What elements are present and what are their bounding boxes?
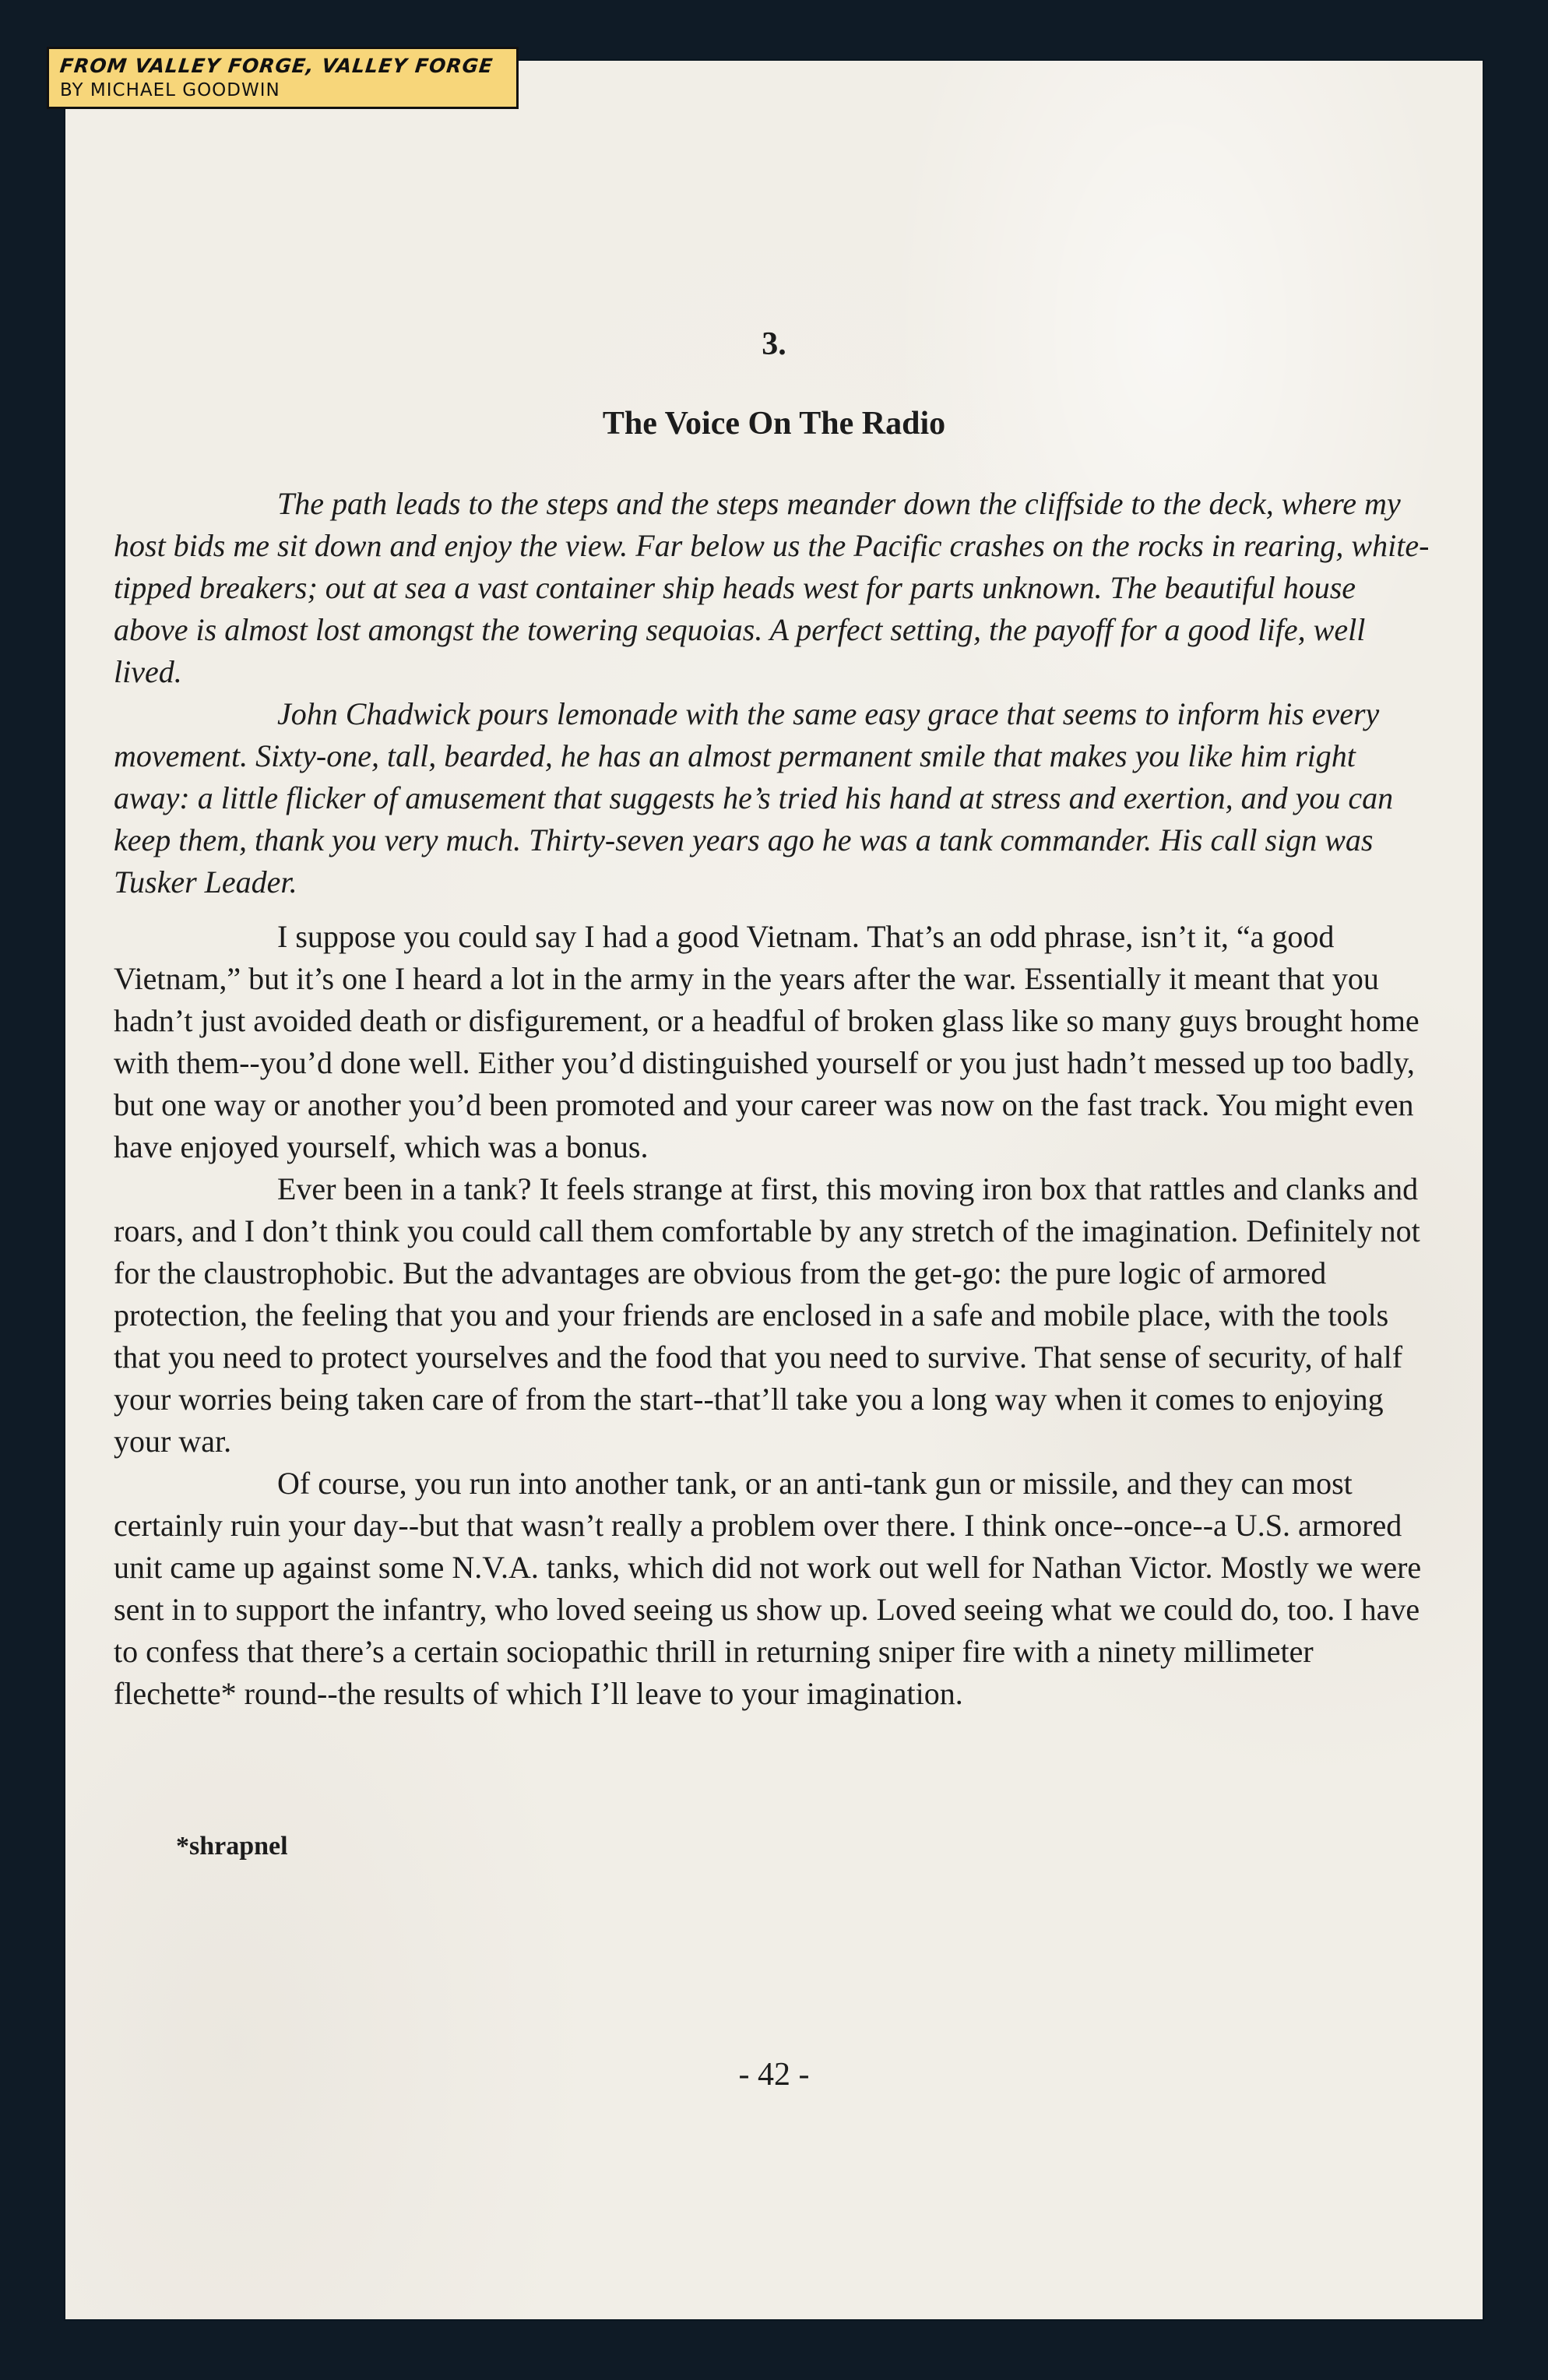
body-paragraph: Ever been in a tank? It feels strange at first, this moving iron box that rattles and clanks and roars, and I don’t think you could call them comfortable by any stretch of the imagination. Definitely not for the claustrophobic. But the advantages are obvious from the get-go: the pure logic of armored protection, the feeling that you and your friends are enclosed in a safe and mobile place, with the tools that you need to protect yourselves and the food that you need to survive. That sense of security, of half your worries being taken care of from the start--that’ll take you a long way when it comes to enjoying your war. [114,1171,1420,1459]
intro-paragraph: The path leads to the steps and the steps meander down the cliffside to the deck, where my host bids me sit down and enjoy the view. Far below us the Pacific crashes on the rocks in rearing, white-tipped breakers; out at sea a vast container ship heads west for parts unknown. The beautiful house above is almost lost amongst the towering sequoias. A perfect setting, the payoff for a good life, well lived. [114,486,1430,689]
source-caption-box [47,47,519,109]
chapter-number: 3. [762,326,786,362]
footnote: *shrapnel [176,1832,288,1861]
intro-section [114,483,1436,903]
body-paragraph: Of course, you run into another tank, or an anti-tank gun or missile, and they can most certainly ruin your day--but that wasn’t really a problem over there. I think once--once--a U.S. armored unit came up against some N.V.A. tanks, which did not work out well for Nathan Victor. Mostly we were sent in to support the infantry, who loved seeing us show up. Loved seeing what we could do, too. I have to confess that there’s a certain sociopathic thrill in returning sniper fire with a ninety millimeter flechette* round--the results of which I’ll leave to your imagination. [114,1466,1422,1711]
page-number: - 42 - [738,2057,810,2093]
body-section [114,916,1436,1715]
chapter-title: The Voice On The Radio [602,406,946,442]
caption-source-title: FROM VALLEY FORGE, VALLEY FORGE [58,55,494,77]
intro-paragraph: John Chadwick pours lemonade with the same easy grace that seems to inform his every movement. Sixty-one, tall, bearded, he has an almost permanent smile that makes you like him right away: a little flicker of amusement that suggests he’s tried his hand at stress and exertion, and you can keep them, thank you very much. Thirty-seven years ago he was a tank commander. His call sign was Tusker Leader. [114,696,1394,900]
body-paragraph: I suppose you could say I had a good Vietnam. That’s an odd phrase, isn’t it, “a good Vietnam,” but it’s one I heard a lot in the army in the years after the war. Essentially it meant that you hadn’t just avoided death or disfigurement, or a headful of broken glass like so many guys brought home with them--you’d done well. Either you’d distinguished yourself or you just hadn’t messed up too badly, but one way or another you’d been promoted and your career was now on the fast track. You might even have enjoyed yourself, which was a bonus. [114,919,1420,1164]
caption-author: BY MICHAEL GOODWIN [60,80,280,100]
